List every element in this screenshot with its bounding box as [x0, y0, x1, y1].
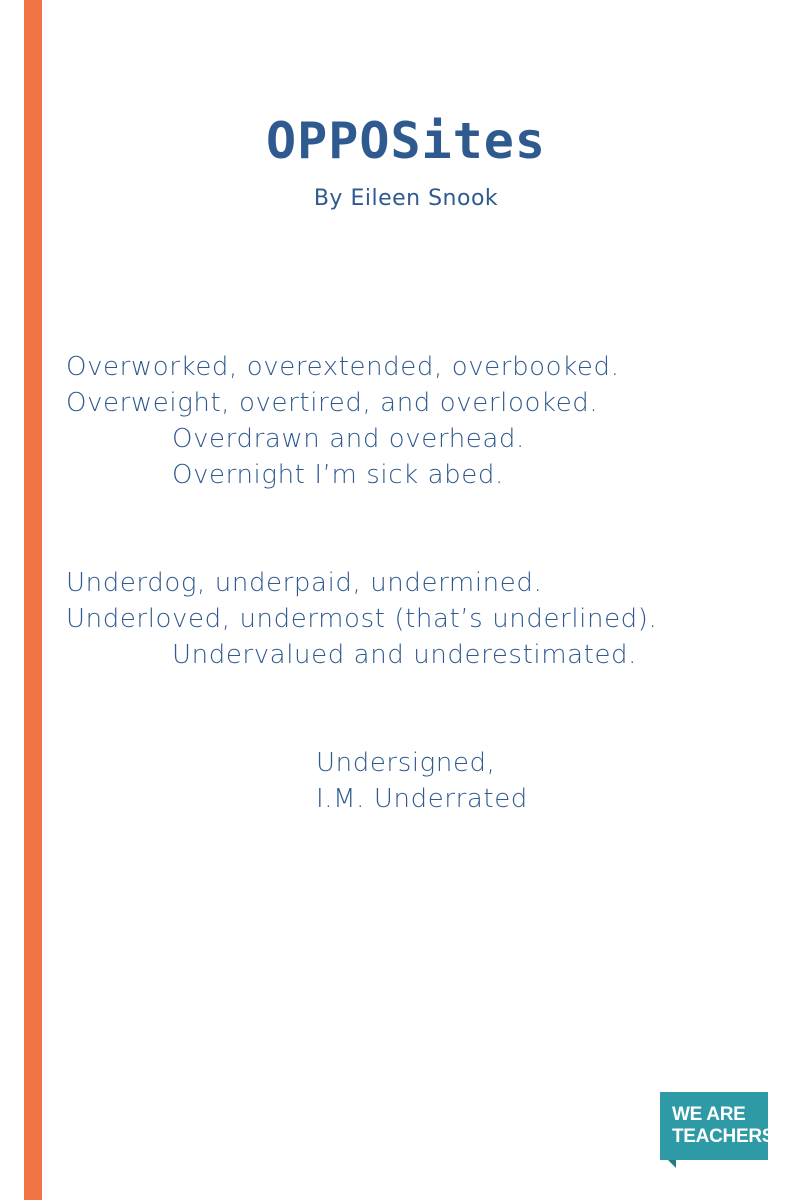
signature-line-1: Undersigned, [316, 748, 496, 778]
stanza2-line-3: Undervalued and underestimated. [172, 640, 638, 670]
we-are-teachers-logo [660, 1092, 775, 1160]
stanza1-line-2: Overweight, overtired, and overlooked. [66, 388, 599, 418]
logo-line-1: WE ARE [672, 1104, 746, 1125]
stanza2-line-2: Underloved, undermost (that’s underlined). [66, 604, 658, 634]
stanza1-line-3: Overdrawn and overhead. [172, 424, 525, 454]
stanza2-line-1: Underdog, underpaid, undermined. [66, 568, 543, 598]
stanza1-line-4: Overnight I’m sick abed. [172, 460, 504, 490]
left-accent-stripe [24, 0, 42, 1200]
stanza1-line-1: Overworked, overextended, overbooked. [66, 352, 620, 382]
signature-line-2: I.M. Underrated [316, 784, 528, 814]
poem-title: OPPOSites [266, 112, 546, 170]
poem-byline: By Eileen Snook [313, 186, 499, 211]
logo-line-2: TEACHERS [672, 1126, 775, 1147]
